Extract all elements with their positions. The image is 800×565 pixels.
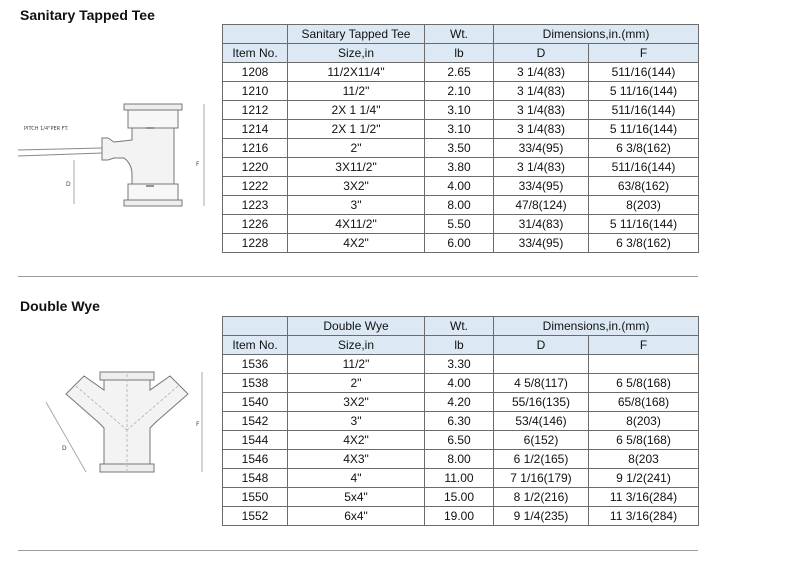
size-cell: 3X11/2" <box>288 158 425 177</box>
table-row <box>223 469 699 488</box>
tee-diagram <box>14 100 214 210</box>
size-cell: 2X 1 1/4" <box>288 101 425 120</box>
f-cell: 9 1/2(241) <box>589 469 699 488</box>
header-d-cell: D <box>494 44 589 63</box>
d-cell: 3 1/4(83) <box>494 82 589 101</box>
weight-cell: 3.10 <box>425 101 494 120</box>
size-cell: 2" <box>288 139 425 158</box>
header-dims-cell: Dimensions,in.(mm) <box>494 25 699 44</box>
weight-cell: 5.50 <box>425 215 494 234</box>
d-cell: 7 1/16(179) <box>494 469 589 488</box>
size-cell: 11/2" <box>288 355 425 374</box>
header-item-cell: Item No. <box>223 336 288 355</box>
tee-spec-table <box>222 24 699 253</box>
f-cell: 511/16(144) <box>589 63 699 82</box>
item-cell: 1210 <box>223 82 288 101</box>
item-cell: 1208 <box>223 63 288 82</box>
header-blank-cell <box>223 317 288 336</box>
wye-spec-table <box>222 316 699 526</box>
f-cell: 6 5/8(168) <box>589 431 699 450</box>
weight-cell: 15.00 <box>425 488 494 507</box>
item-cell: 1222 <box>223 177 288 196</box>
d-cell: 33/4(95) <box>494 139 589 158</box>
section-divider <box>18 550 698 551</box>
d-cell: 33/4(95) <box>494 234 589 253</box>
header-dims-cell: Dimensions,in.(mm) <box>494 317 699 336</box>
header-lb-cell: lb <box>425 336 494 355</box>
weight-cell: 2.65 <box>425 63 494 82</box>
f-cell: 5 11/16(144) <box>589 215 699 234</box>
f-cell: 511/16(144) <box>589 101 699 120</box>
item-cell: 1540 <box>223 393 288 412</box>
size-cell: 4X2" <box>288 234 425 253</box>
wye-header-row-2 <box>223 336 699 355</box>
weight-cell: 6.30 <box>425 412 494 431</box>
size-cell: 3" <box>288 196 425 215</box>
header-wt-cell: Wt. <box>425 317 494 336</box>
section-divider <box>18 276 698 277</box>
item-cell: 1542 <box>223 412 288 431</box>
table-row <box>223 450 699 469</box>
d-cell: 4 5/8(117) <box>494 374 589 393</box>
f-cell: 6 5/8(168) <box>589 374 699 393</box>
item-cell: 1546 <box>223 450 288 469</box>
header-name-cell: Double Wye <box>288 317 425 336</box>
table-row <box>223 234 699 253</box>
d-cell: 9 1/4(235) <box>494 507 589 526</box>
f-cell: 63/8(162) <box>589 177 699 196</box>
d-cell: 31/4(83) <box>494 215 589 234</box>
wye-label-f: F <box>196 421 200 428</box>
table-row <box>223 63 699 82</box>
weight-cell: 3.80 <box>425 158 494 177</box>
item-cell: 1552 <box>223 507 288 526</box>
f-cell: 6 3/8(162) <box>589 139 699 158</box>
size-cell: 2" <box>288 374 425 393</box>
weight-cell: 6.00 <box>425 234 494 253</box>
header-d-cell: D <box>494 336 589 355</box>
d-cell: 3 1/4(83) <box>494 158 589 177</box>
size-cell: 5x4" <box>288 488 425 507</box>
d-cell <box>494 355 589 374</box>
table-row <box>223 196 699 215</box>
f-cell: 11 3/16(284) <box>589 507 699 526</box>
f-cell: 511/16(144) <box>589 158 699 177</box>
weight-cell: 6.50 <box>425 431 494 450</box>
header-size-cell: Size,in <box>288 336 425 355</box>
table-row <box>223 158 699 177</box>
header-wt-cell: Wt. <box>425 25 494 44</box>
item-cell: 1536 <box>223 355 288 374</box>
table-row <box>223 431 699 450</box>
table-row <box>223 177 699 196</box>
header-f-cell: F <box>589 44 699 63</box>
header-item-cell: Item No. <box>223 44 288 63</box>
d-cell: 47/8(124) <box>494 196 589 215</box>
wye-section-title: Double Wye <box>20 298 100 314</box>
f-cell <box>589 355 699 374</box>
item-cell: 1548 <box>223 469 288 488</box>
weight-cell: 4.00 <box>425 177 494 196</box>
table-row <box>223 101 699 120</box>
size-cell: 3X2" <box>288 177 425 196</box>
header-name-cell: Sanitary Tapped Tee <box>288 25 425 44</box>
weight-cell: 4.00 <box>425 374 494 393</box>
f-cell: 5 11/16(144) <box>589 82 699 101</box>
item-cell: 1538 <box>223 374 288 393</box>
weight-cell: 2.10 <box>425 82 494 101</box>
table-row <box>223 488 699 507</box>
tee-header-row-1 <box>223 25 699 44</box>
item-cell: 1212 <box>223 101 288 120</box>
size-cell: 6x4" <box>288 507 425 526</box>
d-cell: 53/4(146) <box>494 412 589 431</box>
wye-header-row-1 <box>223 317 699 336</box>
item-cell: 1216 <box>223 139 288 158</box>
f-cell: 8(203) <box>589 412 699 431</box>
f-cell: 65/8(168) <box>589 393 699 412</box>
item-cell: 1223 <box>223 196 288 215</box>
tee-label-f: F <box>196 161 200 168</box>
size-cell: 2X 1 1/2" <box>288 120 425 139</box>
wye-diagram <box>26 368 216 498</box>
table-row <box>223 82 699 101</box>
header-size-cell: Size,in <box>288 44 425 63</box>
size-cell: 4X2" <box>288 431 425 450</box>
size-cell: 4" <box>288 469 425 488</box>
weight-cell: 3.30 <box>425 355 494 374</box>
f-cell: 11 3/16(284) <box>589 488 699 507</box>
size-cell: 11/2X11/4" <box>288 63 425 82</box>
weight-cell: 8.00 <box>425 450 494 469</box>
table-row <box>223 507 699 526</box>
d-cell: 3 1/4(83) <box>494 101 589 120</box>
tee-pitch-label: PITCH 1/4"PER FT. <box>24 126 69 132</box>
weight-cell: 3.50 <box>425 139 494 158</box>
item-cell: 1550 <box>223 488 288 507</box>
weight-cell: 4.20 <box>425 393 494 412</box>
tee-label-d: D <box>66 181 71 188</box>
d-cell: 8 1/2(216) <box>494 488 589 507</box>
f-cell: 6 3/8(162) <box>589 234 699 253</box>
header-blank-cell <box>223 25 288 44</box>
tee-header-row-2 <box>223 44 699 63</box>
weight-cell: 19.00 <box>425 507 494 526</box>
size-cell: 4X3" <box>288 450 425 469</box>
header-f-cell: F <box>589 336 699 355</box>
tee-section-title: Sanitary Tapped Tee <box>20 7 155 23</box>
table-row <box>223 139 699 158</box>
d-cell: 3 1/4(83) <box>494 120 589 139</box>
d-cell: 33/4(95) <box>494 177 589 196</box>
weight-cell: 11.00 <box>425 469 494 488</box>
f-cell: 8(203 <box>589 450 699 469</box>
wye-label-d: D <box>62 445 67 452</box>
item-cell: 1544 <box>223 431 288 450</box>
d-cell: 55/16(135) <box>494 393 589 412</box>
d-cell: 3 1/4(83) <box>494 63 589 82</box>
f-cell: 8(203) <box>589 196 699 215</box>
item-cell: 1214 <box>223 120 288 139</box>
f-cell: 5 11/16(144) <box>589 120 699 139</box>
size-cell: 3X2" <box>288 393 425 412</box>
weight-cell: 8.00 <box>425 196 494 215</box>
table-row <box>223 355 699 374</box>
table-row <box>223 120 699 139</box>
table-row <box>223 215 699 234</box>
d-cell: 6(152) <box>494 431 589 450</box>
item-cell: 1226 <box>223 215 288 234</box>
item-cell: 1228 <box>223 234 288 253</box>
size-cell: 4X11/2" <box>288 215 425 234</box>
table-row <box>223 393 699 412</box>
size-cell: 11/2" <box>288 82 425 101</box>
item-cell: 1220 <box>223 158 288 177</box>
table-row <box>223 412 699 431</box>
d-cell: 6 1/2(165) <box>494 450 589 469</box>
table-row <box>223 374 699 393</box>
weight-cell: 3.10 <box>425 120 494 139</box>
size-cell: 3" <box>288 412 425 431</box>
header-lb-cell: lb <box>425 44 494 63</box>
